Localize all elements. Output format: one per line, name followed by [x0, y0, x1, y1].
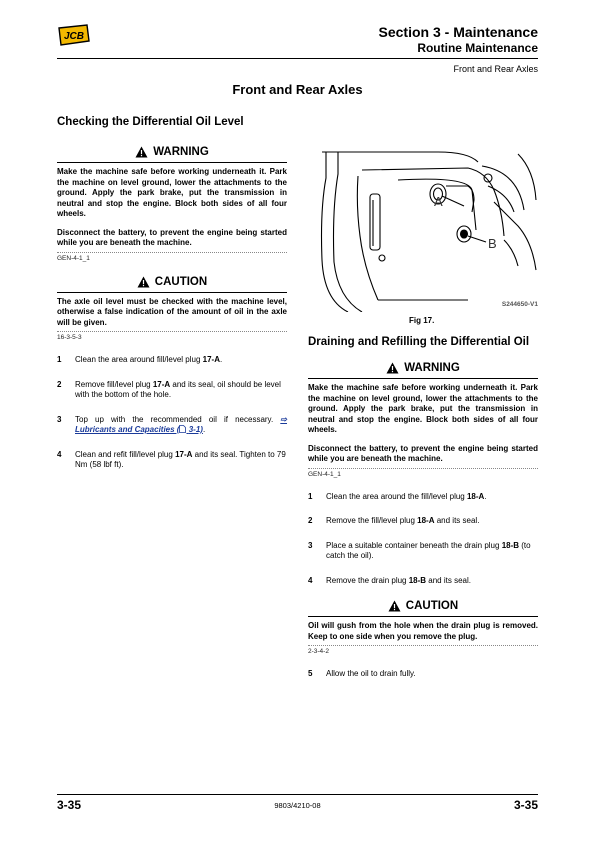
footer-divider: [57, 794, 538, 795]
warning-text-battery: Disconnect the battery, to prevent the engine being started while you are beneath the machine.: [57, 227, 287, 247]
list-item: 1 Clean the area around the fill/level plug 18-A.: [308, 491, 487, 501]
caution-title: CAUTION: [154, 275, 208, 288]
jcb-logo-text: JCB: [63, 31, 85, 42]
breadcrumb: Front and Rear Axles: [453, 64, 538, 74]
subsection-title: Routine Maintenance: [417, 41, 538, 55]
warning-code: GEN-4-1_1: [308, 468, 538, 478]
warning-title: WARNING: [153, 146, 209, 158]
list-item: 2 Remove the fill/level plug 18-A and its seal.: [308, 516, 480, 525]
warning-notice: [57, 146, 287, 262]
warning-text: Make the machine safe before working underneath it. Park the machine on level ground, lower the attachments to the ground. Apply the park brake, put the transmission in neutral and stop the engine. Block both sides of all four wheels.: [57, 167, 287, 218]
list-item: 4 Remove the drain plug 18-B and its seal.: [308, 575, 471, 585]
warning-text-battery: Disconnect the battery, to prevent the engine being started while you are beneath the machine.: [308, 443, 538, 463]
draining-steps: [308, 492, 538, 587]
checking-steps: [57, 355, 287, 471]
caution-code: 16-3-5-3: [57, 331, 287, 341]
caution-notice: [57, 276, 287, 342]
figure-label-a: A: [434, 194, 443, 209]
list-item: 3 Top up with the recommended oil if necessary. ⇨ Lubricants and Capacities ( 3-1).: [57, 414, 287, 434]
page-number-right: 3-35: [513, 798, 538, 812]
warning-title: WARNING: [404, 362, 460, 374]
figure-label-b: B: [488, 236, 497, 251]
document-number: 9803/4210-08: [274, 801, 321, 810]
left-column: [57, 116, 287, 485]
lubricants-link[interactable]: ⇨ Lubricants and Capacities ( 3-1): [75, 414, 287, 434]
warning-icon: [386, 362, 399, 374]
right-column: [308, 336, 538, 694]
checking-heading: Checking the Differential Oil Level: [57, 116, 244, 128]
section-title: Section 3 - Maintenance: [378, 24, 538, 40]
warning-text: Make the machine safe before working underneath it. Park the machine on level ground, lower the attachments to the ground. Apply the park brake, put the transmission in neutral and stop the engine. Block both sides of all four wheels.: [308, 383, 538, 434]
list-item: 2 Remove fill/level plug 17-A and its seal, oil should be level with the bottom of the hole.: [57, 379, 281, 399]
warning-icon: [388, 600, 401, 612]
figure-id: S244650-V1: [501, 301, 538, 308]
caution-notice: [308, 600, 538, 655]
warning-icon: [137, 276, 150, 288]
figure-caption: Fig 17.: [409, 316, 435, 325]
list-item: 1 Clean the area around fill/level plug 17-A.: [57, 355, 223, 364]
jcb-logo: [57, 24, 91, 46]
caution-text: The axle oil level must be checked with the machine level, otherwise a false indication of the amount of oil in the axle will be given.: [57, 296, 287, 327]
warning-notice: [308, 362, 538, 478]
page-number-left: 3-35: [57, 798, 82, 812]
caution-title: CAUTION: [405, 600, 459, 612]
header-divider: [57, 58, 538, 59]
page-header: [379, 24, 538, 56]
page-title: Front and Rear Axles: [232, 82, 363, 97]
list-item: 4 Clean and refit fill/level plug 17-A and its seal. Tighten to 79 Nm (58 lbf ft).: [57, 449, 286, 469]
axle-illustration: [318, 150, 538, 312]
list-item: 3 Place a suitable container beneath the drain plug 18-B (to catch the oil).: [308, 540, 531, 560]
warning-code: GEN-4-1_1: [57, 252, 287, 262]
list-item: 5 Allow the oil to drain fully.: [308, 669, 416, 678]
warning-icon: [135, 146, 148, 158]
caution-code: 2-3-4-2: [308, 645, 538, 655]
page-ref-icon: [179, 425, 186, 433]
draining-heading: Draining and Refilling the Differential Oil: [308, 336, 530, 348]
caution-text: Oil will gush from the hole when the drain plug is removed. Keep to one side when you remove the plug.: [308, 621, 538, 641]
